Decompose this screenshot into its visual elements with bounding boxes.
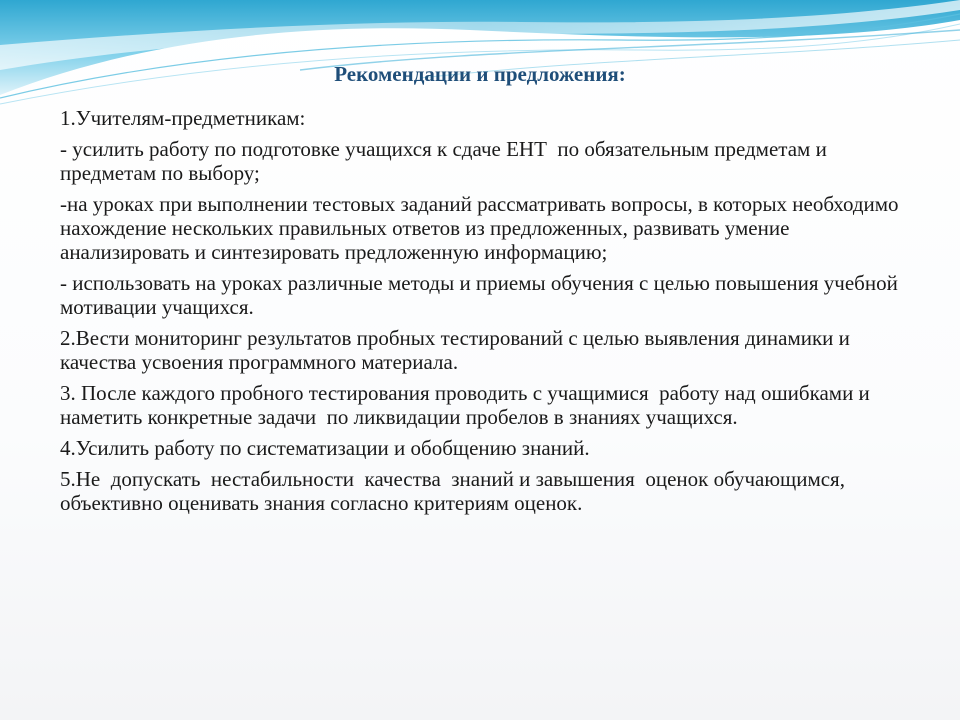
- paragraph-5: 2.Вести мониторинг результатов пробных тестирований с целью выявления динамики и качества усвоения программного материала.: [60, 326, 856, 374]
- slide-title: Рекомендации и предложения:: [334, 62, 626, 86]
- paragraph-2: - усилить работу по подготовке учащихся к сдаче ЕНТ по обязательным предметам и предметам по выбору;: [60, 137, 833, 185]
- paragraph-7: 4.Усилить работу по систематизации и обобщению знаний.: [60, 436, 590, 460]
- paragraph-1: 1.Учителям-предметникам:: [60, 106, 306, 130]
- paragraph-8: 5.Не допускать нестабильности качества знаний и завышения оценок обучающимся, объективно оценивать знания согласно критериям оценок.: [60, 467, 851, 515]
- recommendations-list: [60, 106, 910, 522]
- paragraph-6: 3. После каждого пробного тестирования проводить с учащимися работу над ошибками и наметить конкретные задачи по ликвидации пробелов в знаниях учащихся.: [60, 381, 876, 429]
- paragraph-4: - использовать на уроках различные методы и приемы обучения с целью повышения учебной мотивации учащихся.: [60, 271, 904, 319]
- paragraph-3: -на уроках при выполнении тестовых заданий рассматривать вопросы, в которых необходимо нахождение нескольких правильных ответов из предложенных, развивать умение анализировать и синтезировать предложенную информацию;: [60, 192, 904, 264]
- decorative-wave-header: [0, 0, 960, 120]
